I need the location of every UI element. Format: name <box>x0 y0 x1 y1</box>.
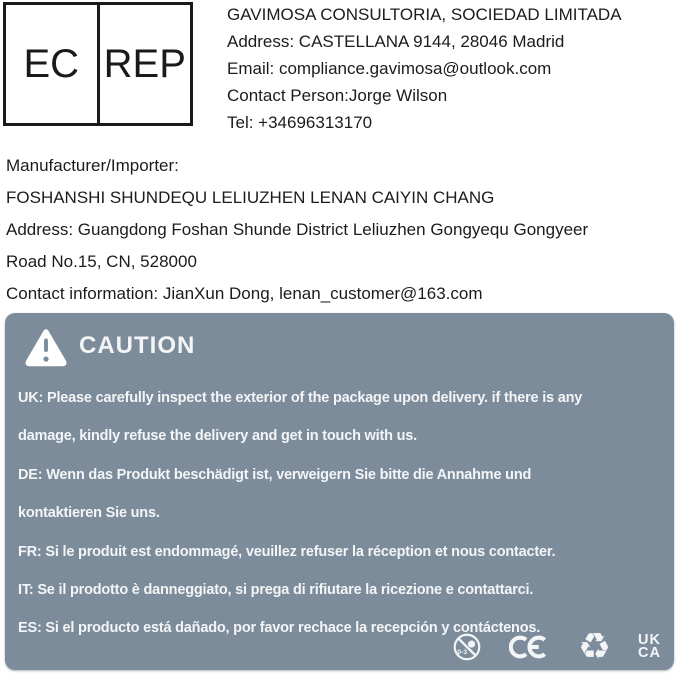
distributor-contact-person: Contact Person:Jorge Wilson <box>227 86 448 105</box>
ukca-mark-icon <box>638 634 661 660</box>
svg-text:0-3: 0-3 <box>457 649 467 657</box>
manufacturer-contact: Contact information: JianXun Dong, lenan_customer@163.com <box>6 284 483 303</box>
ukca-line2: CA <box>638 645 661 661</box>
caution-line-de-1: DE: Wenn das Produkt beschädigt ist, verweigern Sie bitte die Annahme und <box>18 466 532 483</box>
caution-panel <box>5 313 674 670</box>
distributor-name: GAVIMOSA CONSULTORIA, SOCIEDAD LIMITADA <box>227 5 622 24</box>
distributor-address: Address: CASTELLANA 9144, 28046 Madrid <box>227 32 565 51</box>
caution-line-uk-1: UK: Please carefully inspect the exterior of the package upon delivery. if there is any <box>18 390 583 406</box>
age-warning-0-3-icon <box>452 632 482 662</box>
recycle-icon: ♻ <box>577 626 612 667</box>
caution-line-de-2: kontaktieren Sie uns. <box>18 505 160 522</box>
manufacturer-name: FOSHANSHI SHUNDEQU LELIUZHEN LENAN CAIYIN CHANG <box>6 188 495 207</box>
caution-line-uk-2: damage, kindly refuse the delivery and get in touch with us. <box>18 428 417 445</box>
ec-rep-left-cell: EC <box>23 41 80 86</box>
warning-triangle-icon <box>23 325 69 367</box>
caution-line-es: ES: Si el producto está dañado, por favor rechace la recepción y contáctenos. <box>18 620 541 637</box>
caution-line-fr: FR: Si le produit est endommagé, veuillez refuser la réception et nous contacter. <box>18 543 556 560</box>
compliance-icons-row <box>452 626 661 667</box>
manufacturer-address-line1: Address: Guangdong Foshan Shunde District Leliuzhen Gongyequ Gongyeer <box>6 220 589 239</box>
caution-line-it: IT: Se il prodotto è danneggiato, si prega di rifiutare la ricezione e contattarci. <box>18 581 534 598</box>
ce-mark-icon <box>509 634 551 660</box>
caution-title: CAUTION <box>79 332 196 359</box>
distributor-tel: Tel: +34696313170 <box>227 113 373 132</box>
ec-rep-right-cell: REP <box>97 5 191 123</box>
ukca-line1: UK <box>638 632 661 648</box>
manufacturer-heading: Manufacturer/Importer: <box>6 156 179 175</box>
caution-text-block <box>18 379 661 648</box>
manufacturer-address-line2: Road No.15, CN, 528000 <box>6 252 197 271</box>
eu-representative-block <box>227 1 622 136</box>
manufacturer-block <box>6 150 588 310</box>
ec-rep-symbol <box>3 2 193 126</box>
distributor-email: Email: compliance.gavimosa@outlook.com <box>227 59 552 78</box>
